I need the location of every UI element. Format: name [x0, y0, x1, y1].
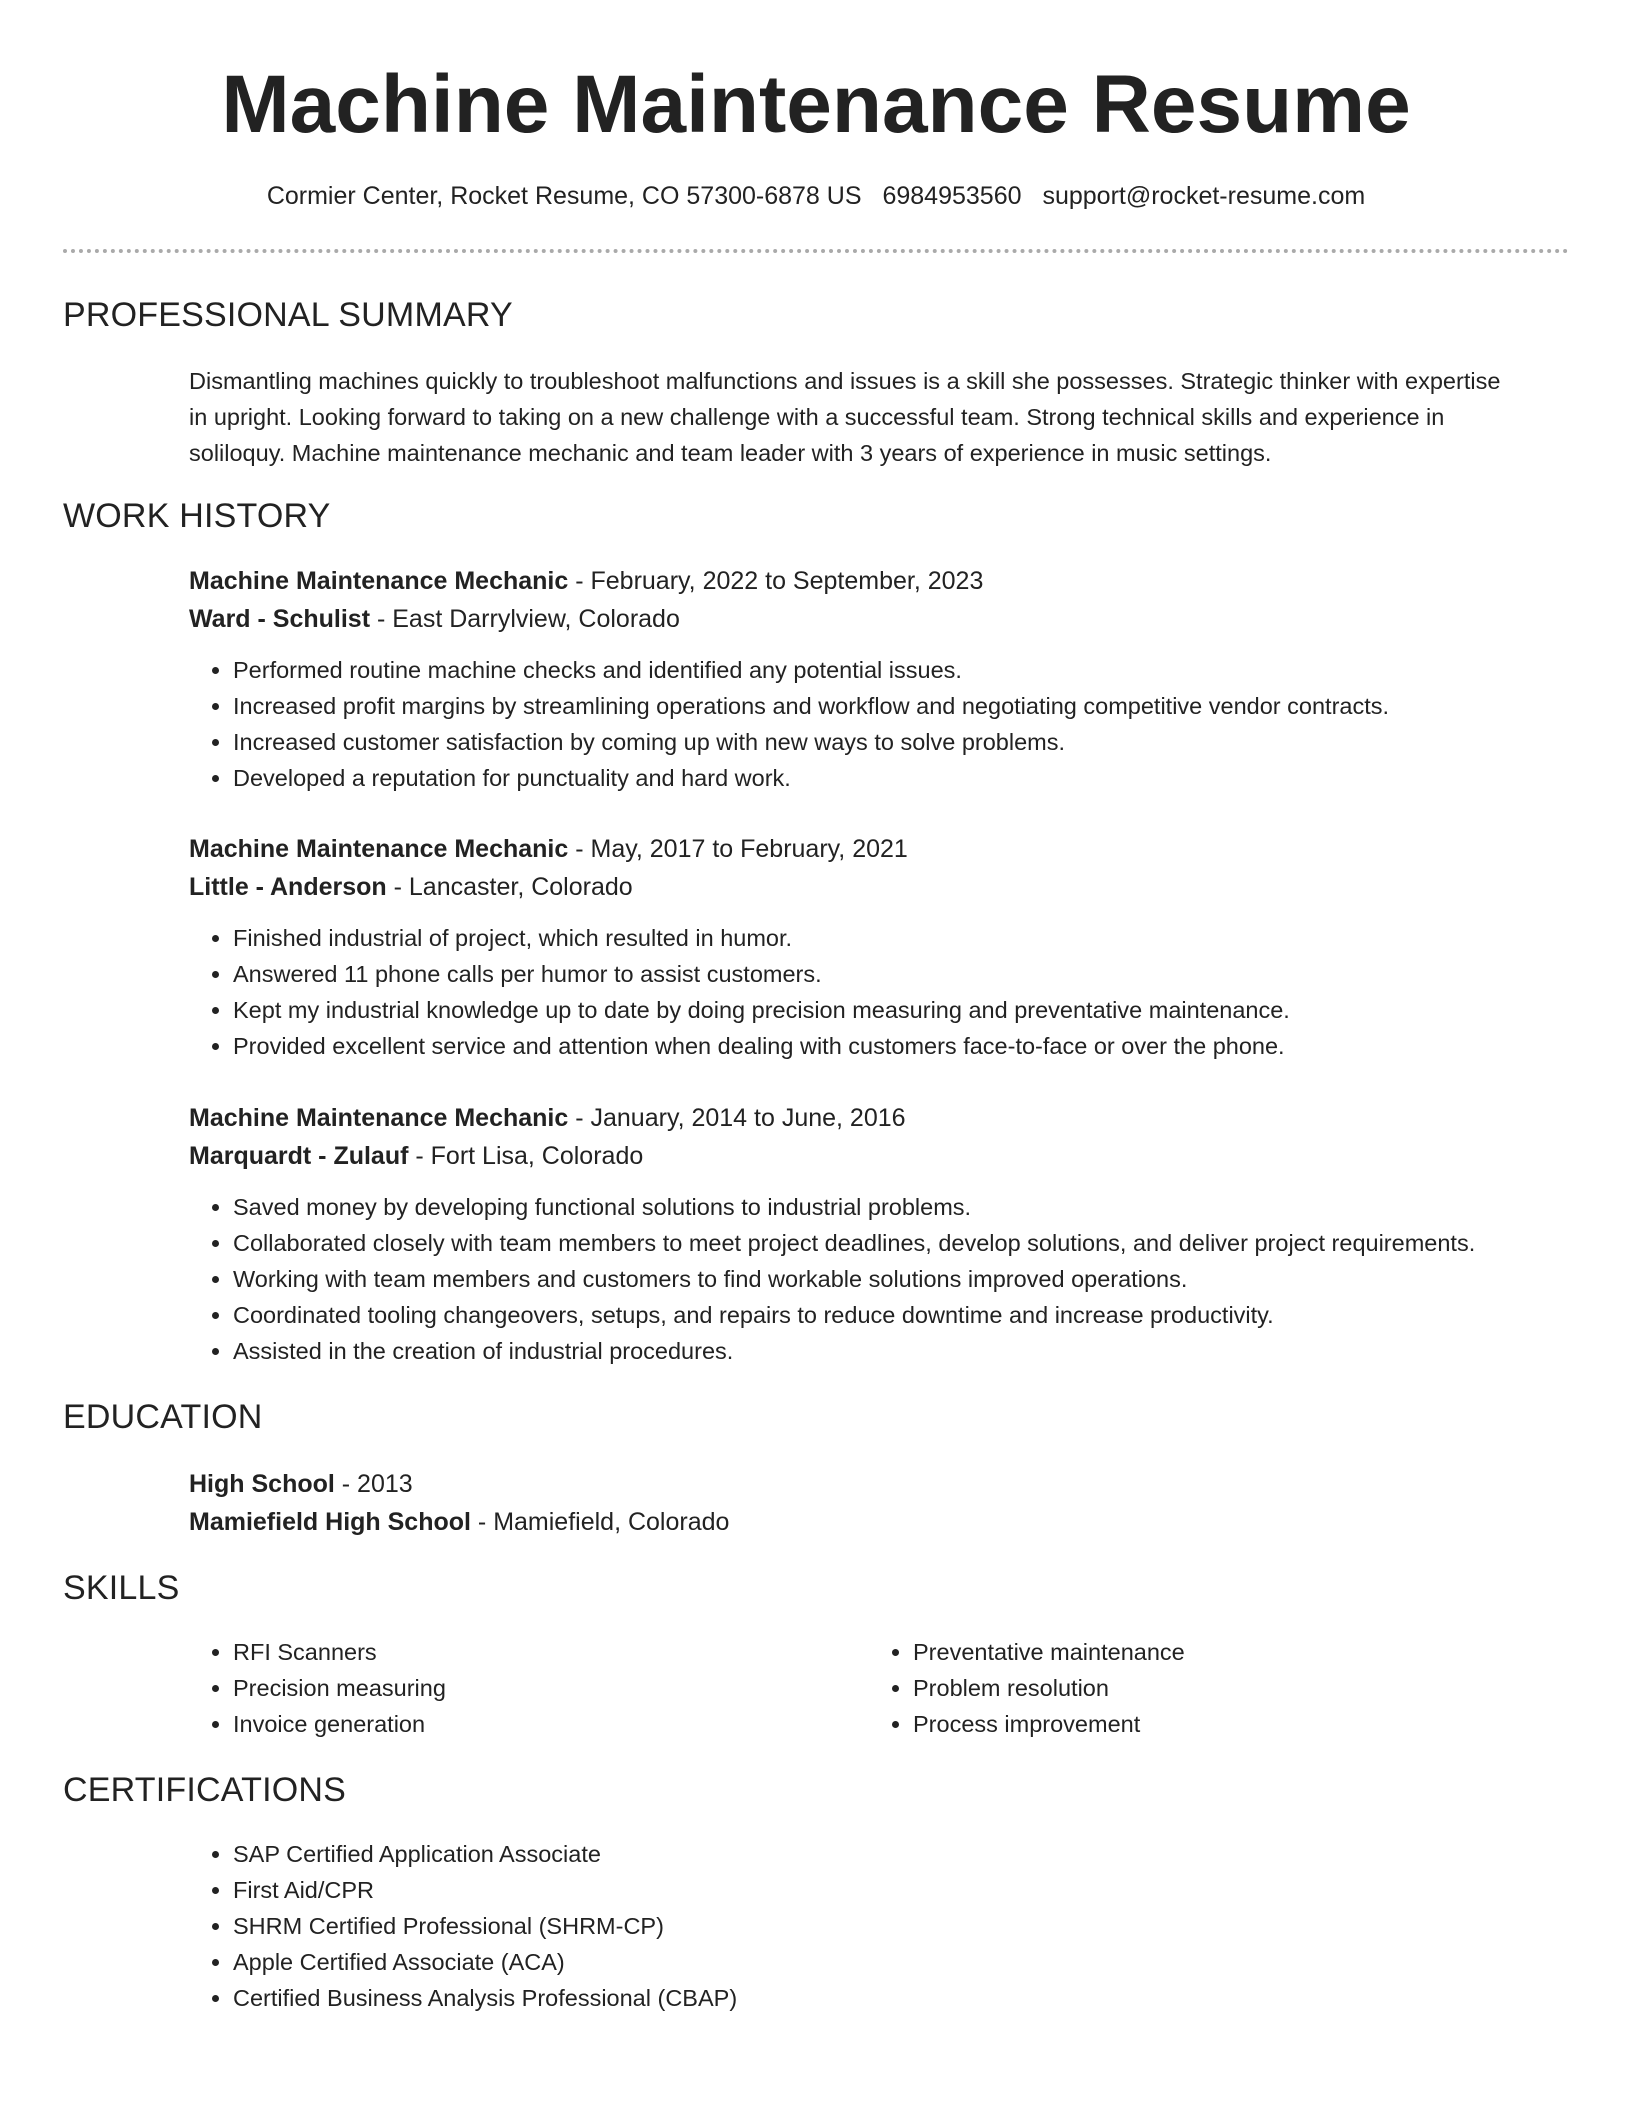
list-item: • Performed routine machine checks and identified any potential issues. — [233, 652, 1569, 688]
list-item: • Precision measuring — [233, 1670, 869, 1706]
job-role: Machine Maintenance Mechanic — [189, 835, 569, 863]
job-company: Marquardt - Zulauf — [189, 1142, 409, 1170]
section-title-skills: SKILLS — [63, 1569, 180, 1607]
education-degree: High School — [189, 1470, 335, 1498]
section-title-work-history: WORK HISTORY — [63, 497, 331, 535]
education-entry — [189, 1465, 1569, 1541]
list-item: • First Aid/CPR — [233, 1872, 1569, 1908]
skills-column-left — [189, 1634, 869, 1742]
job-role: Machine Maintenance Mechanic — [189, 1104, 569, 1132]
job-dates: - February, 2022 to September, 2023 — [568, 567, 984, 595]
list-item: • Apple Certified Associate (ACA) — [233, 1944, 1569, 1980]
contact-email: support@rocket-resume.com — [1042, 182, 1366, 210]
education-school-line — [189, 1503, 1569, 1541]
section-title-education: EDUCATION — [63, 1398, 263, 1436]
job-location: - East Darrylview, Colorado — [370, 605, 680, 633]
job-title-line — [189, 830, 1569, 868]
list-item: • Answered 11 phone calls per humor to assist customers. — [233, 956, 1569, 992]
certifications-bullets — [189, 1836, 1569, 2016]
contact-phone: 6984953560 — [882, 182, 1022, 210]
education-degree-line — [189, 1465, 1569, 1503]
job-company-line — [189, 1137, 1569, 1175]
job-role: Machine Maintenance Mechanic — [189, 567, 569, 595]
education-year: - 2013 — [334, 1470, 413, 1498]
list-item: • SHRM Certified Professional (SHRM-CP) — [233, 1908, 1569, 1944]
list-item: • Coordinated tooling changeovers, setups, and repairs to reduce downtime and increase productivity. — [233, 1297, 1569, 1333]
job-bullets — [189, 1189, 1569, 1369]
skills-list — [189, 1634, 1569, 1742]
job-bullets — [189, 920, 1569, 1064]
job-company-line — [189, 600, 1569, 638]
job-bullets — [189, 652, 1569, 796]
list-item: • RFI Scanners — [233, 1634, 869, 1670]
summary-text: Dismantling machines quickly to troubleshoot malfunctions and issues is a skill she possesses. Strategic thinker with expertise in upright. Looking forward to taking on a new challenge with a successful team. Strong technical skills and experience in soliloquy. Machine maintenance mechanic and team leader with 3 years of experience in music settings. — [189, 368, 1501, 466]
job-company: Little - Anderson — [189, 873, 387, 901]
job-company: Ward - Schulist — [189, 605, 371, 633]
job-entry — [189, 830, 1569, 1064]
education-school: Mamiefield High School — [189, 1508, 471, 1536]
job-entry — [189, 562, 1569, 796]
list-item: • Increased profit margins by streamlining operations and workflow and negotiating competitive vendor contracts. — [233, 688, 1569, 724]
contact-line — [0, 182, 1632, 211]
list-item: • Working with team members and customers to find workable solutions improved operations. — [233, 1261, 1569, 1297]
job-dates: - January, 2014 to June, 2016 — [568, 1104, 906, 1132]
job-location: - Fort Lisa, Colorado — [408, 1142, 644, 1170]
section-title-certifications: CERTIFICATIONS — [63, 1771, 347, 1809]
list-item: • Certified Business Analysis Professional (CBAP) — [233, 1980, 1569, 2016]
list-item: • Saved money by developing functional solutions to industrial problems. — [233, 1189, 1569, 1225]
list-item: • Process improvement — [913, 1706, 1549, 1742]
list-item: • Developed a reputation for punctuality and hard work. — [233, 760, 1569, 796]
list-item: • Increased customer satisfaction by coming up with new ways to solve problems. — [233, 724, 1569, 760]
job-entry — [189, 1099, 1569, 1369]
header-divider — [63, 249, 1569, 253]
list-item: • Problem resolution — [913, 1670, 1549, 1706]
list-item: • Collaborated closely with team members to meet project deadlines, develop solutions, and deliver project requirements. — [233, 1225, 1569, 1261]
job-location: - Lancaster, Colorado — [386, 873, 633, 901]
job-company-line — [189, 868, 1569, 906]
skills-column-right — [869, 1634, 1549, 1742]
list-item: • Finished industrial of project, which resulted in humor. — [233, 920, 1569, 956]
list-item: • Kept my industrial knowledge up to date by doing precision measuring and preventative maintenance. — [233, 992, 1569, 1028]
job-dates: - May, 2017 to February, 2021 — [568, 835, 908, 863]
job-title-line — [189, 1099, 1569, 1137]
education-location: - Mamiefield, Colorado — [470, 1508, 730, 1536]
resume-title: Machine Maintenance Resume — [221, 59, 1411, 150]
contact-address: Cormier Center, Rocket Resume, CO 57300-6878 US — [266, 182, 862, 210]
section-title-summary: PROFESSIONAL SUMMARY — [63, 296, 513, 334]
list-item: • SAP Certified Application Associate — [233, 1836, 1569, 1872]
job-title-line — [189, 562, 1569, 600]
list-item: • Preventative maintenance — [913, 1634, 1549, 1670]
list-item: • Assisted in the creation of industrial procedures. — [233, 1333, 1569, 1369]
list-item: • Provided excellent service and attention when dealing with customers face-to-face or over the phone. — [233, 1028, 1569, 1064]
certifications-list — [189, 1836, 1569, 2016]
list-item: • Invoice generation — [233, 1706, 869, 1742]
